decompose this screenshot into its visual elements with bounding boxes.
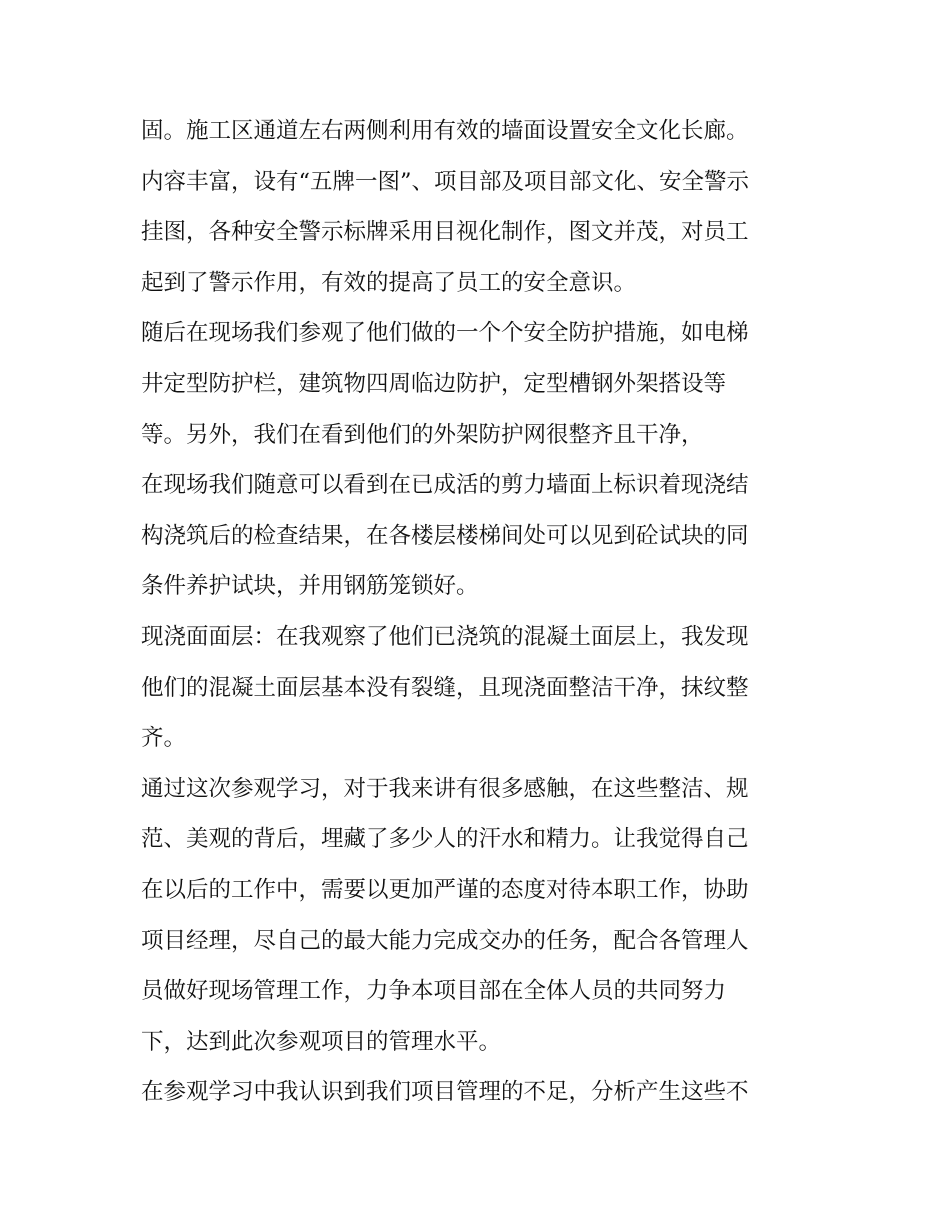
- text-line: 随后在现场我们参观了他们做的一个个安全防护措施，如电梯: [141, 320, 749, 347]
- text-line: 齐。: [141, 725, 187, 752]
- text-line: 在现场我们随意可以看到在已成活的剪力墙面上标识着现浇结: [141, 472, 749, 499]
- text-line: 现浇面面层：在我观察了他们已浇筑的混凝土面层上，我发现: [141, 623, 749, 650]
- text-line: 范、美观的背后，埋藏了多少人的汗水和精力。让我觉得自己: [141, 826, 749, 853]
- text-line: 通过这次参观学习，对于我来讲有很多感触，在这些整洁、规: [141, 775, 749, 802]
- text-line: 内容丰富，设有“五牌一图”、项目部及项目部文化、安全警示: [141, 168, 750, 195]
- text-line: 项目经理，尽自己的最大能力完成交办的任务，配合各管理人: [141, 927, 749, 954]
- text-line: 在参观学习中我认识到我们项目管理的不足，分析产生这些不: [141, 1079, 749, 1106]
- text-line: 井定型防护栏，建筑物四周临边防护，定型槽钢外架搭设等: [141, 370, 727, 397]
- text-line: 挂图，各种安全警示标牌采用目视化制作，图文并茂，对员工: [141, 219, 749, 246]
- text-line: 构浇筑后的检查结果，在各楼层楼梯间处可以见到砼试块的同: [141, 522, 749, 549]
- body-text: [141, 106, 821, 1118]
- text-line: 等。另外，我们在看到他们的外架防护网很整齐且干净，: [141, 421, 704, 448]
- text-line: 起到了警示作用，有效的提高了员工的安全意识。: [141, 269, 637, 296]
- text-line: 条件养护试块，并用钢筋笼锁好。: [141, 573, 479, 600]
- text-line: 在以后的工作中，需要以更加严谨的态度对待本职工作，协助: [141, 876, 749, 903]
- text-line: 他们的混凝土面层基本没有裂缝，且现浇面整洁干净，抹纹整: [141, 674, 749, 701]
- text-line: 员做好现场管理工作，力争本项目部在全体人员的共同努力: [141, 978, 727, 1005]
- text-line: 下，达到此次参观项目的管理水平。: [141, 1028, 502, 1055]
- text-line: 固。施工区通道左右两侧利用有效的墙面设置安全文化长廊。: [141, 118, 749, 144]
